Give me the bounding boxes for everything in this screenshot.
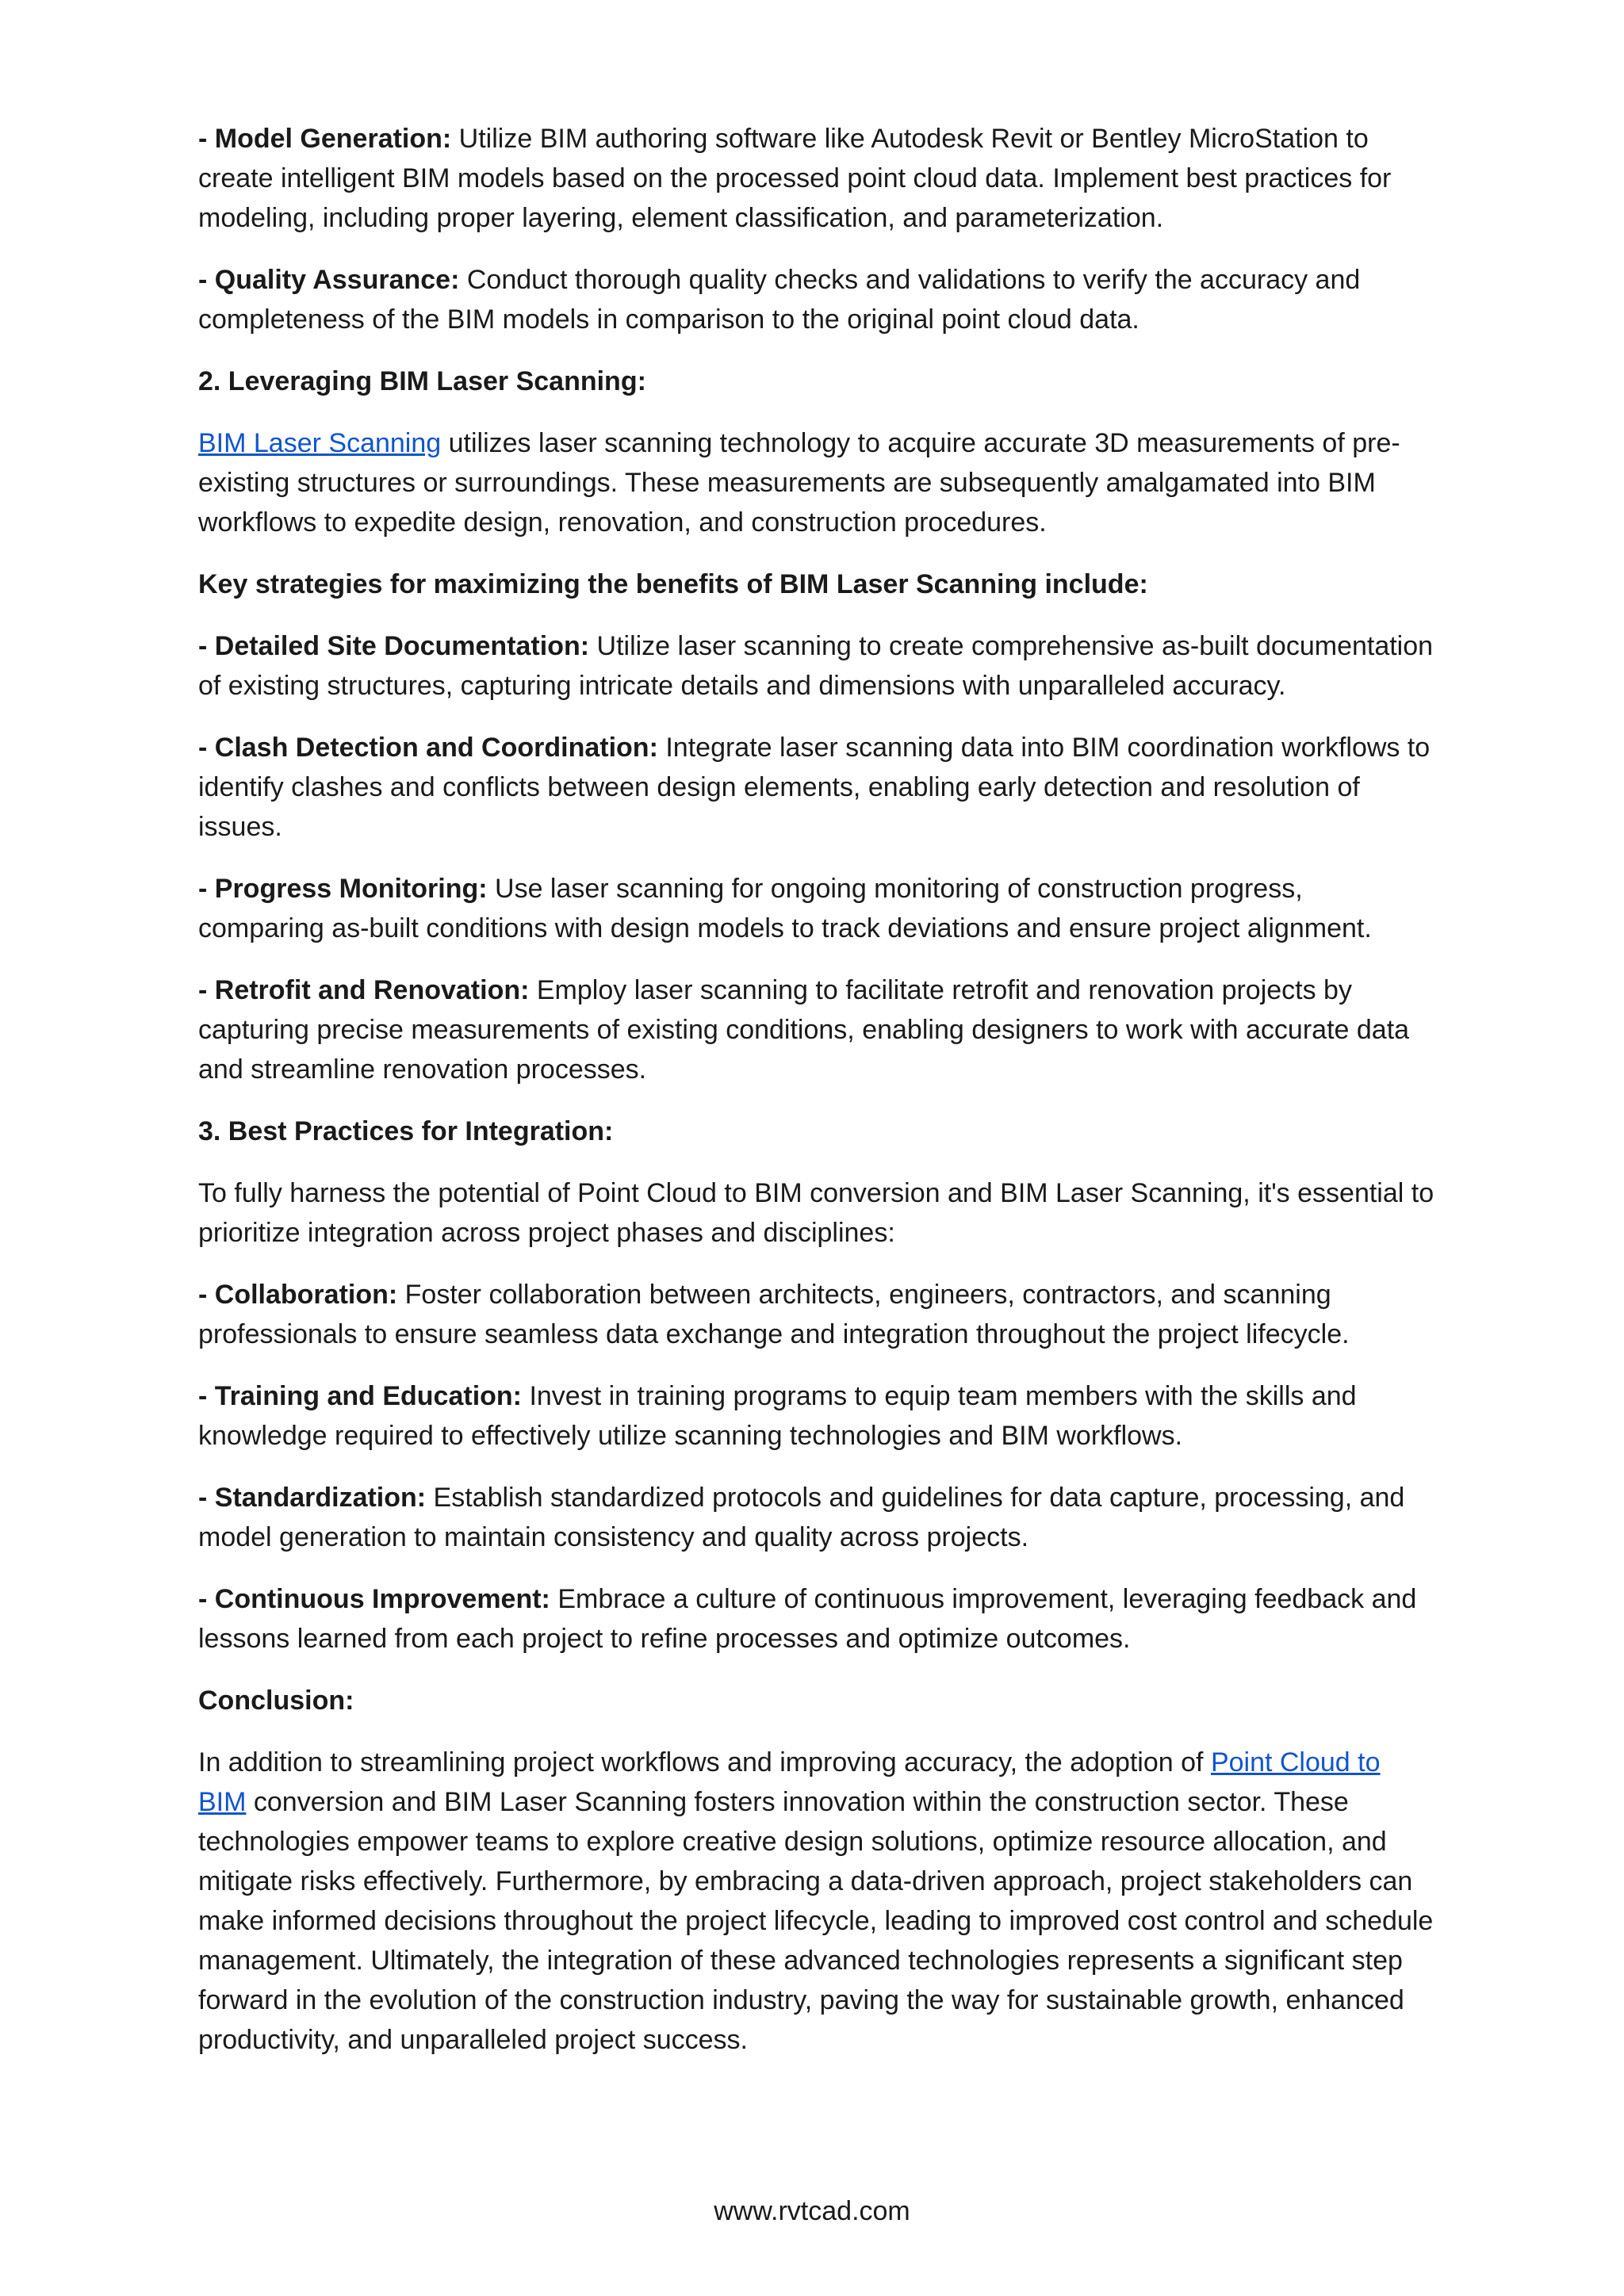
collaboration-paragraph [198, 1275, 1435, 1354]
section-2-heading: 2. Leveraging BIM Laser Scanning: [198, 366, 646, 396]
training-paragraph [198, 1376, 1435, 1456]
model-generation-text: Utilize BIM authoring software like Autodesk Revit or Bentley MicroStation to create intelligent BIM models based on the processed point cloud data. Implement best practices for modeling, including proper layering, element classification, and parameterization. [198, 124, 1392, 233]
site-documentation-text: Utilize laser scanning to create comprehensive as-built documentation of existing structures, capturing intricate details and dimensions with unparalleled accuracy. [198, 631, 1434, 701]
progress-monitoring-text: Use laser scanning for ongoing monitoring of construction progress, comparing as-built conditions with design models to track deviations and ensure project alignment. [198, 874, 1372, 943]
conclusion-paragraph [198, 1743, 1435, 2060]
site-documentation-lead: - Detailed Site Documentation: [198, 631, 590, 661]
training-lead: - Training and Education: [198, 1381, 522, 1411]
quality-assurance-text: Conduct thorough quality checks and validations to verify the accuracy and completeness of the BIM models in comparison to the original point cloud data. [198, 265, 1361, 335]
quality-assurance-paragraph [198, 260, 1435, 339]
training-text: Invest in training programs to equip team members with the skills and knowledge required to effectively utilize scanning technologies and BIM workflows. [198, 1381, 1357, 1451]
laser-scanning-intro-paragraph [198, 423, 1435, 542]
site-documentation-paragraph [198, 626, 1435, 706]
footer-url: www.rvtcad.com [714, 2196, 910, 2226]
standardization-text: Establish standardized protocols and guidelines for data capture, processing, and model generation to maintain consistency and quality across projects. [198, 1483, 1405, 1552]
laser-scanning-intro-text: utilizes laser scanning technology to acquire accurate 3D measurements of pre-existing structures or surroundings. These measurements are subsequently amalgamated into BIM workflows to expedite design, renovation, and construction procedures. [198, 428, 1400, 538]
continuous-improvement-lead: - Continuous Improvement: [198, 1584, 550, 1614]
conclusion-text-after: conversion and BIM Laser Scanning fosters innovation within the construction sector. These technologies empower teams to explore creative design solutions, optimize resource allocation, and mitigate risks effectively. Furthermore, by embracing a data-driven approach, project stakeholders can make informed decisions throughout the project lifecycle, leading to improved cost control and schedule management. Ultimately, the integration of these advanced technologies represents a significant step forward in the evolution of the construction industry, paving the way for sustainable growth, enhanced productivity, and unparalleled project success. [198, 1787, 1434, 2055]
model-generation-paragraph [198, 119, 1435, 238]
quality-assurance-lead: - Quality Assurance: [198, 265, 460, 295]
document-page [198, 119, 1435, 2082]
clash-detection-paragraph [198, 728, 1435, 847]
conclusion-text-before: In addition to streamlining project workflows and improving accuracy, the adoption of [198, 1747, 1211, 1777]
key-strategies-heading: Key strategies for maximizing the benefits of BIM Laser Scanning include: [198, 569, 1148, 599]
standardization-lead: - Standardization: [198, 1483, 427, 1513]
point-cloud-to-bim-link[interactable]: Point Cloud to BIM [198, 1747, 1381, 1817]
collaboration-lead: - Collaboration: [198, 1280, 398, 1310]
section-3-heading: 3. Best Practices for Integration: [198, 1116, 614, 1146]
progress-monitoring-lead: - Progress Monitoring: [198, 874, 488, 904]
continuous-improvement-text: Embrace a culture of continuous improvement, leveraging feedback and lessons learned from each project to refine processes and optimize outcomes. [198, 1584, 1417, 1654]
retrofit-paragraph [198, 970, 1435, 1089]
retrofit-text: Employ laser scanning to facilitate retrofit and renovation projects by capturing precise measurements of existing conditions, enabling designers to work with accurate data and streamline renovation processes. [198, 975, 1410, 1085]
clash-detection-lead: - Clash Detection and Coordination: [198, 733, 658, 763]
continuous-improvement-paragraph [198, 1579, 1435, 1659]
integration-intro-paragraph: To fully harness the potential of Point Cloud to BIM conversion and BIM Laser Scanning, it's essential to prioritize integration across project phases and disciplines: [198, 1178, 1434, 1248]
retrofit-lead: - Retrofit and Renovation: [198, 975, 530, 1005]
conclusion-heading: Conclusion: [198, 1686, 354, 1716]
progress-monitoring-paragraph [198, 869, 1435, 948]
bim-laser-scanning-link[interactable]: BIM Laser Scanning [198, 428, 442, 458]
clash-detection-text: Integrate laser scanning data into BIM coordination workflows to identify clashes and conflicts between design elements, enabling early detection and resolution of issues. [198, 733, 1431, 842]
model-generation-lead: - Model Generation: [198, 124, 452, 154]
standardization-paragraph [198, 1478, 1435, 1557]
collaboration-text: Foster collaboration between architects, engineers, contractors, and scanning professionals to ensure seamless data exchange and integration throughout the project lifecycle. [198, 1280, 1350, 1349]
